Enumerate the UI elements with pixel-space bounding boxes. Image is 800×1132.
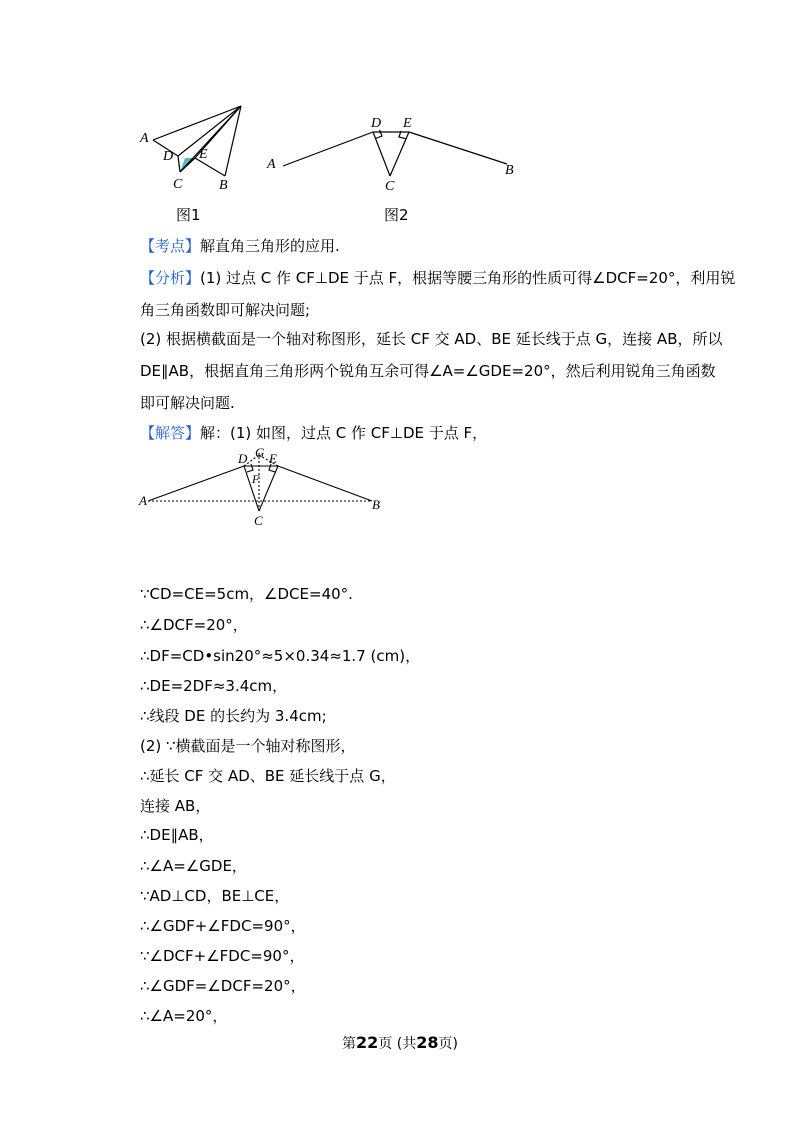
fig2-label-E: E xyxy=(403,116,412,131)
fig2-label-A: A xyxy=(267,157,276,172)
fenxi-line-4: DE∥AB，根据直角三角形两个锐角互余可得∠A=∠GDE=20°，然后利用锐角三角函数 xyxy=(140,362,716,380)
fig1-label-E: E xyxy=(199,147,208,162)
jieda-tag: 【解答】 xyxy=(140,424,201,442)
fig3-label-D: D xyxy=(238,451,248,466)
figure-2-cross-section xyxy=(265,110,525,200)
fenxi-text-1: (1) 过点 C 作 CF⊥DE 于点 F，根据等腰三角形的性质可得∠DCF=20°，利用锐 xyxy=(200,269,736,287)
step-line: ∴∠A=∠GDE， xyxy=(140,857,247,875)
footer-pre: 第 xyxy=(342,1036,357,1052)
figure-2-caption: 图2 xyxy=(384,206,409,224)
fenxi-line-3: (2) 根据横截面是一个轴对称图形，延长 CF 交 AD、BE 延长线于点 G，连接 AB，所以 xyxy=(140,330,723,348)
fig2-label-B: B xyxy=(505,163,514,178)
fenxi-line-2: 角三角函数即可解决问题; xyxy=(140,301,311,319)
fig3-label-A: A xyxy=(139,493,147,508)
step-line: ∴∠DCF=20°， xyxy=(140,616,248,634)
step-line: ∴∠GDF=∠DCF=20°， xyxy=(140,977,306,995)
figure-3-svg xyxy=(136,445,396,535)
fenxi-tag: 【分析】 xyxy=(140,269,201,287)
step-line: ∴线段 DE 的长约为 3.4cm; xyxy=(140,707,327,725)
fig1-label-C: C xyxy=(173,177,183,192)
jieda-line xyxy=(140,423,487,443)
page-footer xyxy=(0,1033,800,1053)
fig3-label-B: B xyxy=(372,497,380,512)
footer-post: 页) xyxy=(438,1036,458,1052)
step-line: ∵CD=CE=5cm，∠DCE=40°. xyxy=(140,585,353,603)
footer-page-number: 22 xyxy=(356,1033,379,1052)
figure-1-caption: 图1 xyxy=(176,206,201,224)
kaodian-tag: 【考点】 xyxy=(140,237,201,255)
step-line: ∴延长 CF 交 AD、BE 延长线于点 G， xyxy=(140,767,396,785)
fig3-label-C: C xyxy=(254,513,263,528)
step-line: ∴DE∥AB， xyxy=(140,826,214,844)
fig3-label-F: F xyxy=(252,472,260,486)
figure-2-svg xyxy=(265,110,525,200)
fig1-label-A: A xyxy=(140,131,149,146)
fenxi-line-5: 即可解决问题. xyxy=(140,394,235,412)
kaodian-line xyxy=(140,236,340,256)
figure-3-solution-diagram xyxy=(136,445,396,535)
fig2-label-D: D xyxy=(371,116,382,131)
fenxi-line-1 xyxy=(140,268,735,288)
step-line: ∴∠GDF+∠FDC=90°， xyxy=(140,917,306,935)
fig2-label-C: C xyxy=(385,179,395,194)
jieda-text: 解：(1) 如图，过点 C 作 CF⊥DE 于点 F， xyxy=(200,424,488,442)
fig3-label-E: E xyxy=(269,451,277,466)
solution-lines xyxy=(148,453,372,511)
kaodian-text: 解直角三角形的应用. xyxy=(200,237,340,255)
plane-lines xyxy=(153,106,241,176)
step-line: ∴∠A=20°， xyxy=(140,1007,228,1025)
fig1-label-D: D xyxy=(163,149,174,164)
figure-1-paper-plane xyxy=(135,100,255,195)
step-line: ∴DE=2DF≈3.4cm， xyxy=(140,677,288,695)
footer-mid: 页 (共 xyxy=(378,1036,417,1052)
step-line: 连接 AB， xyxy=(140,797,211,815)
step-line: ∵∠DCF+∠FDC=90°， xyxy=(140,947,305,965)
footer-total-pages: 28 xyxy=(416,1033,439,1052)
step-line: ∵AD⊥CD，BE⊥CE， xyxy=(140,887,290,905)
section-lines xyxy=(283,130,507,176)
fig1-label-B: B xyxy=(219,178,228,193)
figure-1-svg xyxy=(135,100,255,195)
step-line: (2) ∵横截面是一个轴对称图形， xyxy=(140,737,356,755)
fig3-label-G: G xyxy=(255,445,265,460)
step-line: ∴DF=CD•sin20°≈5×0.34≈1.7 (cm)， xyxy=(140,647,421,665)
